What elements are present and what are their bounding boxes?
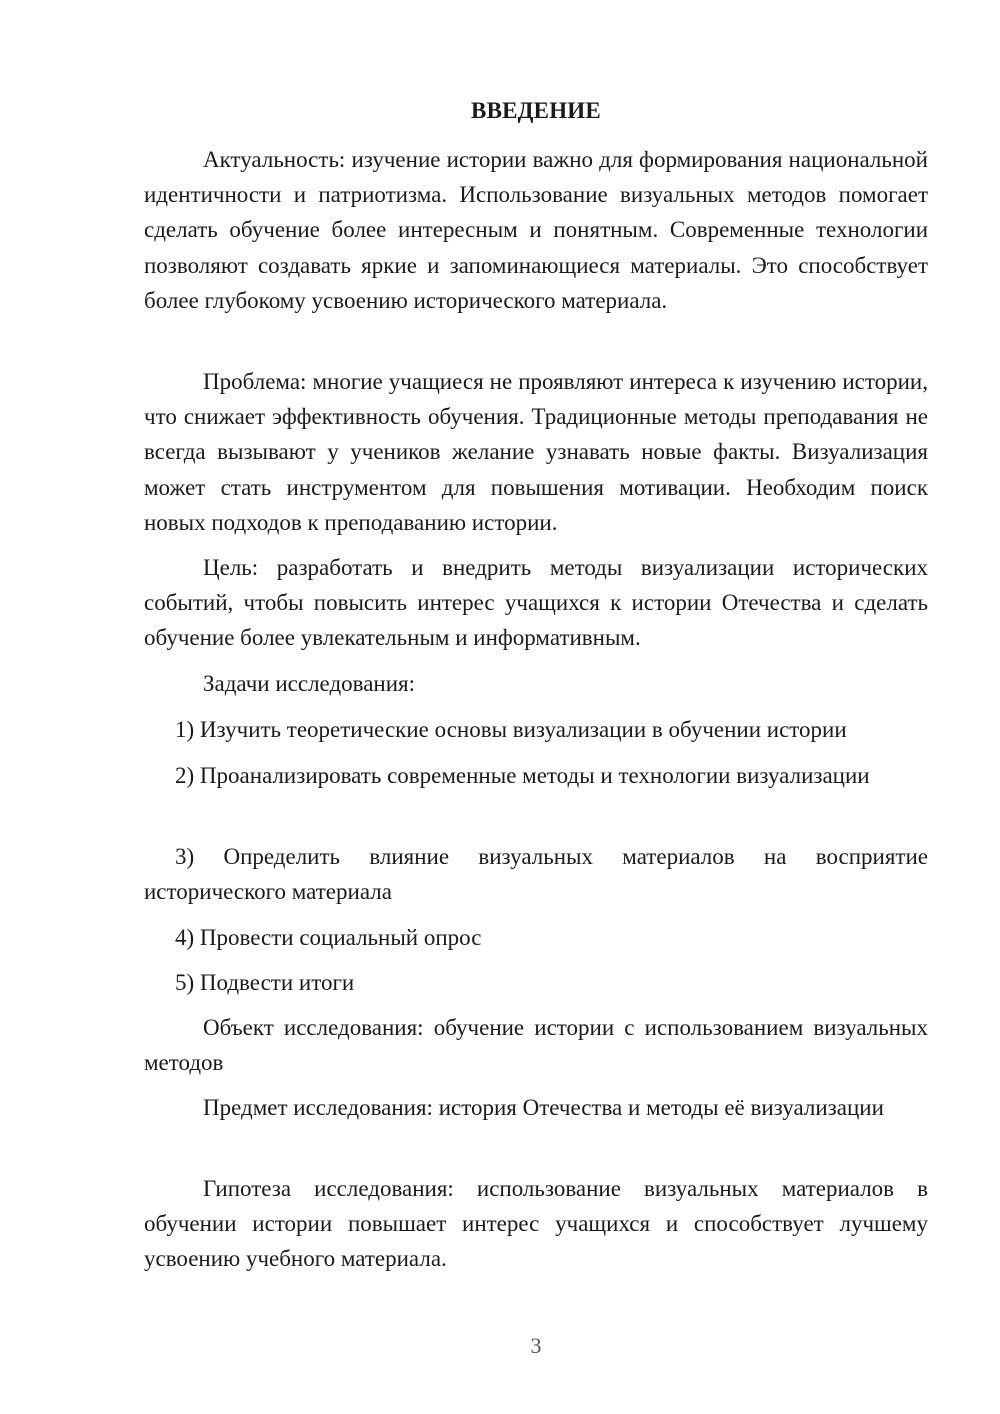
tasks-title: Задачи исследования: xyxy=(203,671,416,696)
paragraph-relevance: Актуальность: изучение истории важно для формирования национальной идентичности и патриотизма. Использование визуальных методов помогает сделать обучение более интересным и понятным. Современные технологии позволяют создавать яркие и запоминающиеся материалы. Это способствует более глубокому усвоению исторического материала. xyxy=(144,147,928,313)
task-item-5: 5) Подвести итоги xyxy=(175,970,355,995)
page-number: 3 xyxy=(530,1333,542,1358)
section-heading: ВВЕДЕНИЕ xyxy=(471,98,601,123)
paragraph-problem: Проблема: многие учащиеся не проявляют интереса к изучению истории, что снижает эффективность обучения. Традиционные методы преподавания не всегда вызывают у учеников желание узнавать новые факты. Визуализация может стать инструментом для повышения мотивации. Необходим поиск новых подходов к преподаванию истории. xyxy=(144,369,928,535)
paragraph-subject: Предмет исследования: история Отечества и методы её визуализации xyxy=(203,1095,884,1120)
task-item-4: 4) Провести социальный опрос xyxy=(175,925,482,950)
task-item-3: 3) Определить влияние визуальных материалов на восприятие исторического материала xyxy=(144,844,928,905)
paragraph-hypothesis: Гипотеза исследования: использование визуальных материалов в обучении истории повышает интерес учащихся и способствует лучшему усвоению учебного материала. xyxy=(144,1176,928,1272)
paragraph-object: Объект исследования: обучение истории с использованием визуальных методов xyxy=(144,1015,928,1076)
paragraph-goal: Цель: разработать и внедрить методы визуализации исторических событий, чтобы повысить интерес учащихся к истории Отечества и сделать обучение более увлекательным и информативным. xyxy=(144,555,928,651)
task-item-1: 1) Изучить теоретические основы визуализации в обучении истории xyxy=(175,717,847,742)
task-item-2: 2) Проанализировать современные методы и технологии визуализации xyxy=(175,763,870,788)
